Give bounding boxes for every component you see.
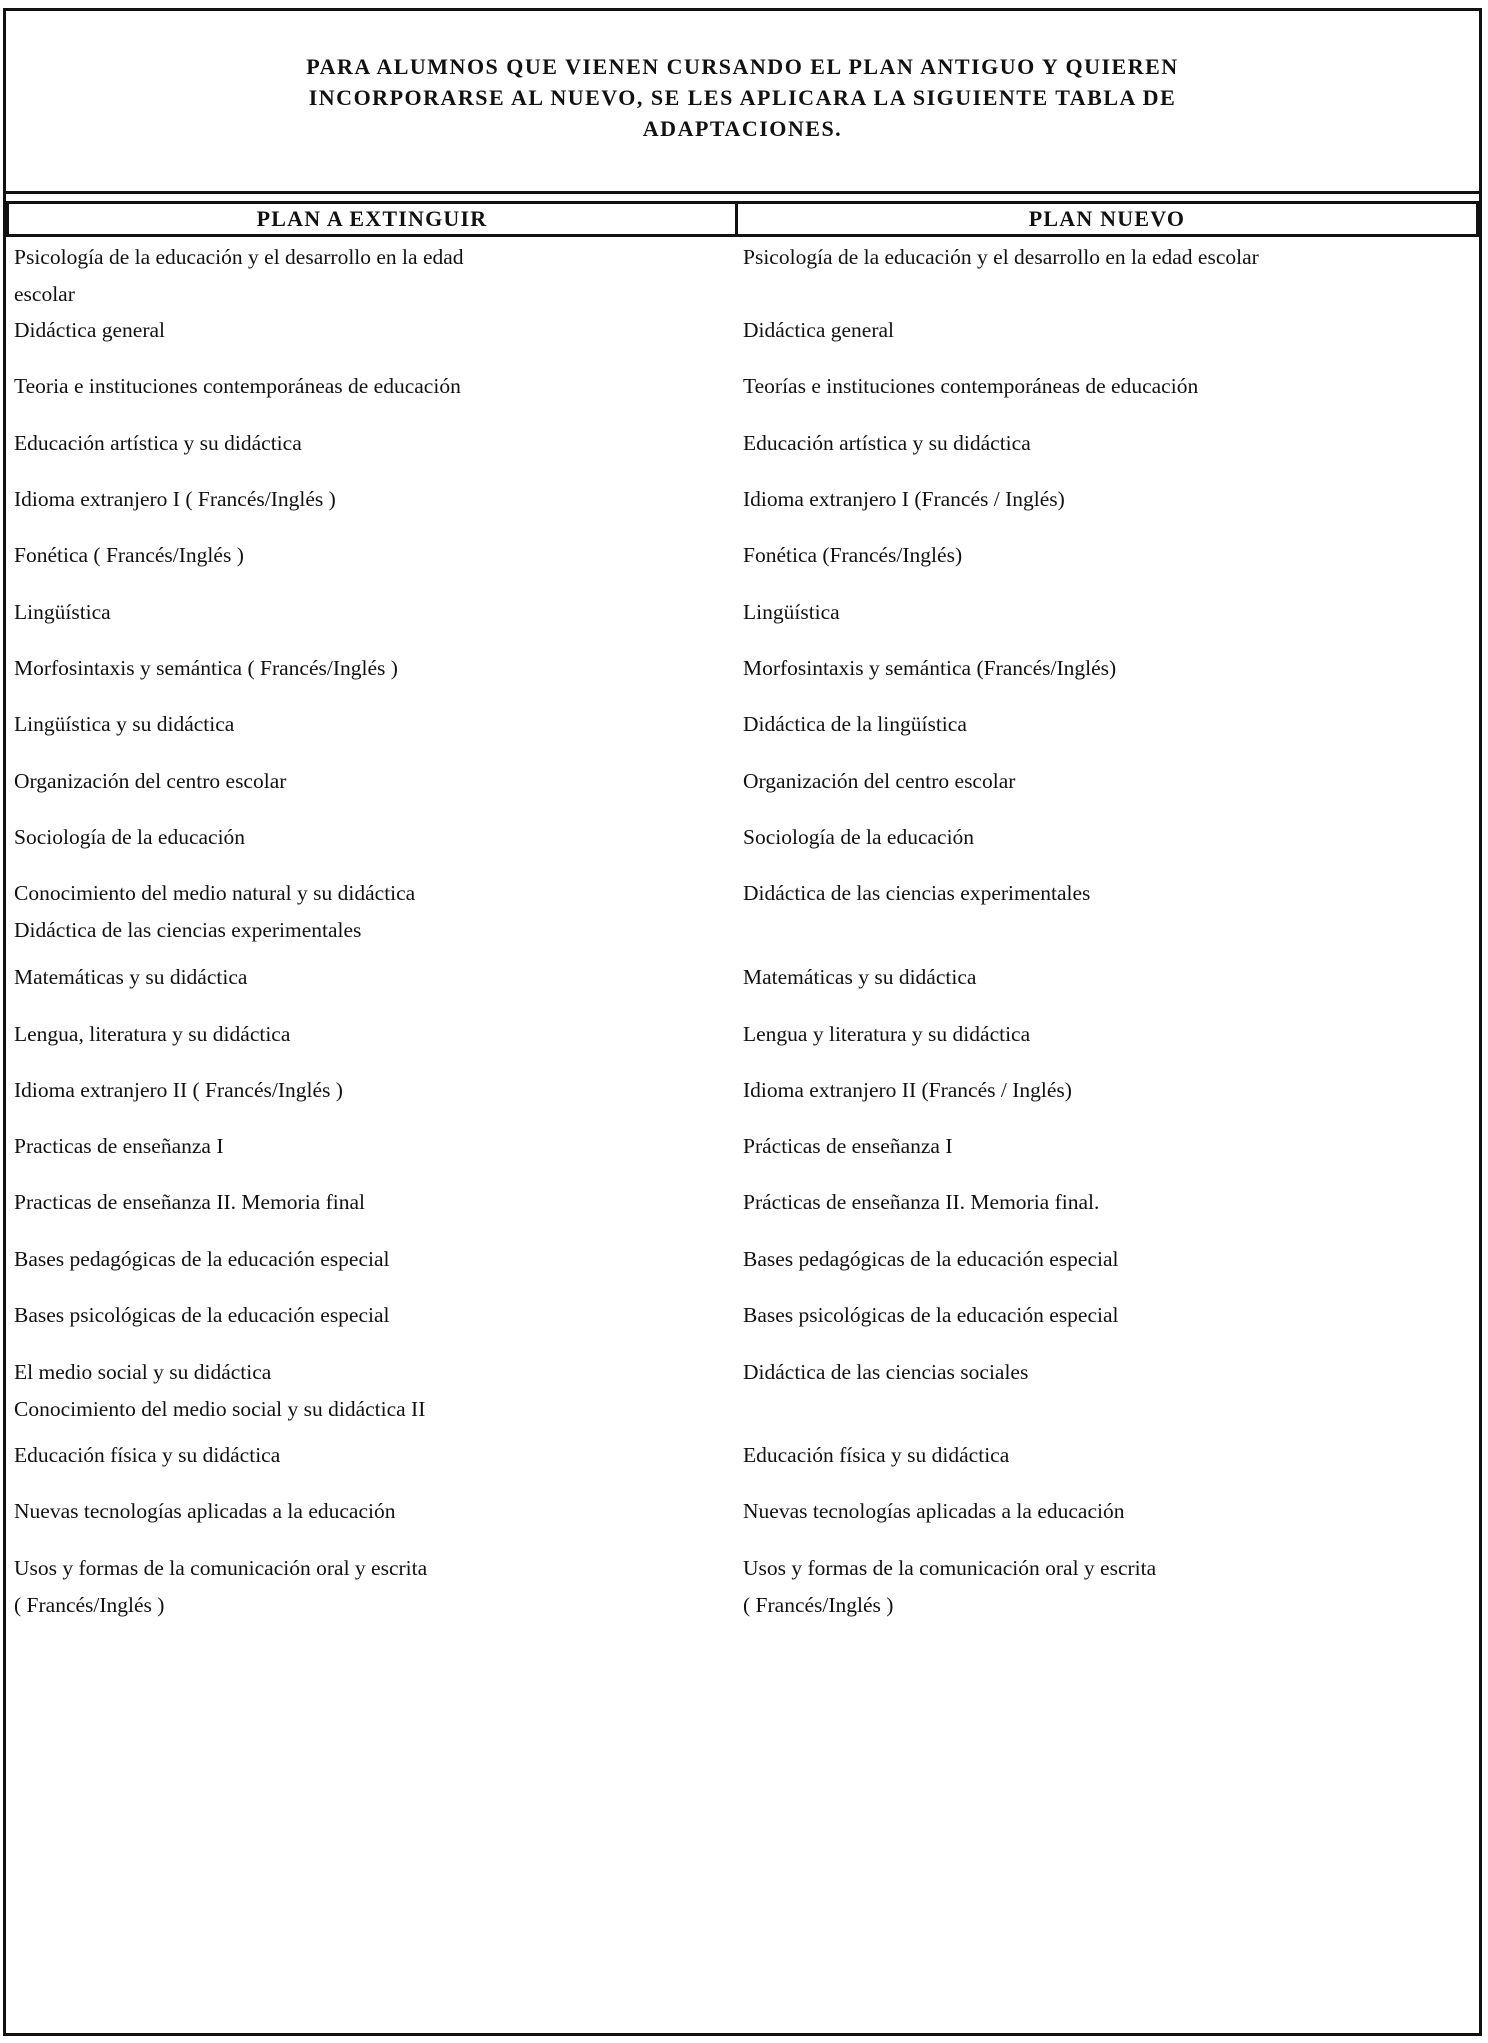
subject-line: Practicas de enseñanza I [14, 1134, 224, 1158]
plan-a-extinguir-cell [14, 1016, 290, 1053]
plan-a-extinguir-cell [14, 1241, 389, 1278]
subject-line: Educación artística y su didáctica [14, 431, 302, 455]
column-header-plan-a-extinguir: PLAN A EXTINGUIR [6, 201, 738, 237]
subject-line: Matemáticas y su didáctica [743, 965, 977, 989]
plan-nuevo-cell [743, 1128, 953, 1165]
subject-line: Sociología de la educación [743, 825, 975, 849]
plan-nuevo-cell [743, 312, 894, 349]
subject-line: Idioma extranjero I (Francés / Inglés) [743, 487, 1065, 511]
plan-a-extinguir-cell [14, 1072, 343, 1109]
subject-line: Psicología de la educación y el desarrollo en la edad escolar [743, 245, 1259, 269]
subject-line: Conocimiento del medio natural y su didáctica [14, 881, 416, 905]
plan-a-extinguir-cell [14, 1297, 390, 1334]
plan-a-extinguir-cell [14, 650, 398, 687]
subject-line: Usos y formas de la comunicación oral y escrita [14, 1556, 428, 1580]
subject-line: Lingüística [14, 600, 111, 624]
plan-nuevo-cell [743, 1016, 1030, 1053]
subject-line: ( Francés/Inglés ) [743, 1593, 894, 1617]
plan-nuevo-cell [743, 1297, 1119, 1334]
subject-line: Lengua, literatura y su didáctica [14, 1022, 291, 1046]
subject-line: Practicas de enseñanza II. Memoria final [14, 1190, 366, 1214]
adaptation-table-frame [3, 8, 1482, 2036]
subject-line: Idioma extranjero I ( Francés/Inglés ) [14, 487, 336, 511]
plan-a-extinguir-cell [14, 1437, 280, 1474]
subject-line: Morfosintaxis y semántica ( Francés/Inglés ) [14, 656, 398, 680]
subject-line: Conocimiento del medio social y su didáctica II [14, 1397, 426, 1421]
subject-line: Organización del centro escolar [743, 769, 1016, 793]
subject-line: Nuevas tecnologías aplicadas a la educación [743, 1499, 1125, 1523]
subject-line: Idioma extranjero II (Francés / Inglés) [743, 1078, 1072, 1102]
plan-nuevo-cell [743, 425, 1031, 462]
plan-nuevo-cell [743, 1184, 1099, 1221]
subject-line: Idioma extranjero II ( Francés/Inglés ) [14, 1078, 343, 1102]
plan-a-extinguir-cell [14, 819, 245, 856]
plan-a-extinguir-cell [14, 425, 302, 462]
plan-a-extinguir-cell [14, 763, 286, 800]
plan-nuevo-cell [743, 537, 962, 574]
plan-nuevo-cell [743, 368, 1198, 405]
subject-line: Didáctica de las ciencias sociales [743, 1360, 1029, 1384]
plan-a-extinguir-cell [14, 706, 234, 743]
plan-a-extinguir-cell [14, 959, 247, 996]
subject-line: Nuevas tecnologías aplicadas a la educación [14, 1499, 396, 1523]
subject-line: Psicología de la educación y el desarrollo en la edad [14, 245, 464, 269]
plan-a-extinguir-cell [14, 1493, 395, 1530]
subject-line: Lingüística [743, 600, 840, 624]
subject-line: Bases psicológicas de la educación especial [14, 1303, 390, 1327]
subject-line: Educación artística y su didáctica [743, 431, 1031, 455]
subject-line: Lingüística y su didáctica [14, 712, 235, 736]
plan-a-extinguir-cell [14, 1128, 224, 1165]
subject-line: Didáctica de la lingüística [743, 712, 967, 736]
plan-a-extinguir-cell [14, 312, 165, 349]
subject-line: Educación física y su didáctica [743, 1443, 1010, 1467]
plan-nuevo-cell [743, 594, 840, 631]
subject-line: Matemáticas y su didáctica [14, 965, 248, 989]
plan-nuevo-cell [743, 1493, 1124, 1530]
plan-a-extinguir-cell [14, 1184, 365, 1221]
plan-nuevo-cell [743, 1437, 1009, 1474]
plan-a-extinguir-cell [14, 481, 336, 518]
plan-nuevo-cell [743, 763, 1015, 800]
plan-a-extinguir-cell [14, 239, 464, 313]
plan-nuevo-cell [743, 706, 967, 743]
title-line: INCORPORARSE AL NUEVO, SE LES APLICARA LA SIGUIENTE TABLA DE [308, 85, 1177, 110]
subject-line: Didáctica de las ciencias experimentales [743, 881, 1091, 905]
subject-line: Didáctica de las ciencias experimentales [14, 918, 362, 942]
subject-line: Teorías e instituciones contemporáneas de educación [743, 374, 1199, 398]
plan-nuevo-cell [743, 650, 1116, 687]
subject-line: Bases psicológicas de la educación especial [743, 1303, 1119, 1327]
subject-line: Sociología de la educación [14, 825, 246, 849]
subject-line: Usos y formas de la comunicación oral y escrita [743, 1556, 1157, 1580]
plan-a-extinguir-cell [14, 875, 415, 949]
plan-a-extinguir-cell [14, 537, 244, 574]
subject-line: El medio social y su didáctica [14, 1360, 272, 1384]
subject-line: Organización del centro escolar [14, 769, 287, 793]
subject-line: Lengua y literatura y su didáctica [743, 1022, 1031, 1046]
plan-nuevo-cell [743, 1354, 1028, 1391]
subject-line: Didáctica general [14, 318, 166, 342]
title-line: ADAPTACIONES. [642, 116, 843, 141]
plan-nuevo-cell [743, 1550, 1156, 1624]
table-title [6, 11, 1479, 194]
plan-a-extinguir-cell [14, 1354, 425, 1428]
plan-nuevo-cell [743, 959, 976, 996]
column-header-plan-nuevo: PLAN NUEVO [735, 201, 1479, 237]
subject-line: ( Francés/Inglés ) [14, 1593, 165, 1617]
subject-line: Fonética ( Francés/Inglés ) [14, 543, 244, 567]
plan-a-extinguir-cell [14, 368, 461, 405]
subject-line: Bases pedagógicas de la educación especial [14, 1247, 390, 1271]
subject-line: Morfosintaxis y semántica (Francés/Inglés) [743, 656, 1117, 680]
subject-line: Teoria e instituciones contemporáneas de educación [14, 374, 461, 398]
subject-line: Educación física y su didáctica [14, 1443, 281, 1467]
subject-line: Bases pedagógicas de la educación especial [743, 1247, 1119, 1271]
subject-line: Prácticas de enseñanza I [743, 1134, 953, 1158]
subject-line: Didáctica general [743, 318, 895, 342]
plan-nuevo-cell [743, 875, 1090, 912]
plan-nuevo-cell [743, 481, 1065, 518]
subject-line: Fonética (Francés/Inglés) [743, 543, 963, 567]
plan-a-extinguir-cell [14, 1550, 427, 1624]
plan-nuevo-cell [743, 1072, 1072, 1109]
plan-a-extinguir-cell [14, 594, 111, 631]
title-line: PARA ALUMNOS QUE VIENEN CURSANDO EL PLAN ANTIGUO Y QUIEREN [306, 54, 1179, 79]
plan-nuevo-cell [743, 1241, 1118, 1278]
subject-line: escolar [14, 282, 75, 306]
plan-nuevo-cell [743, 239, 1259, 276]
plan-nuevo-cell [743, 819, 974, 856]
subject-line: Prácticas de enseñanza II. Memoria final. [743, 1190, 1100, 1214]
